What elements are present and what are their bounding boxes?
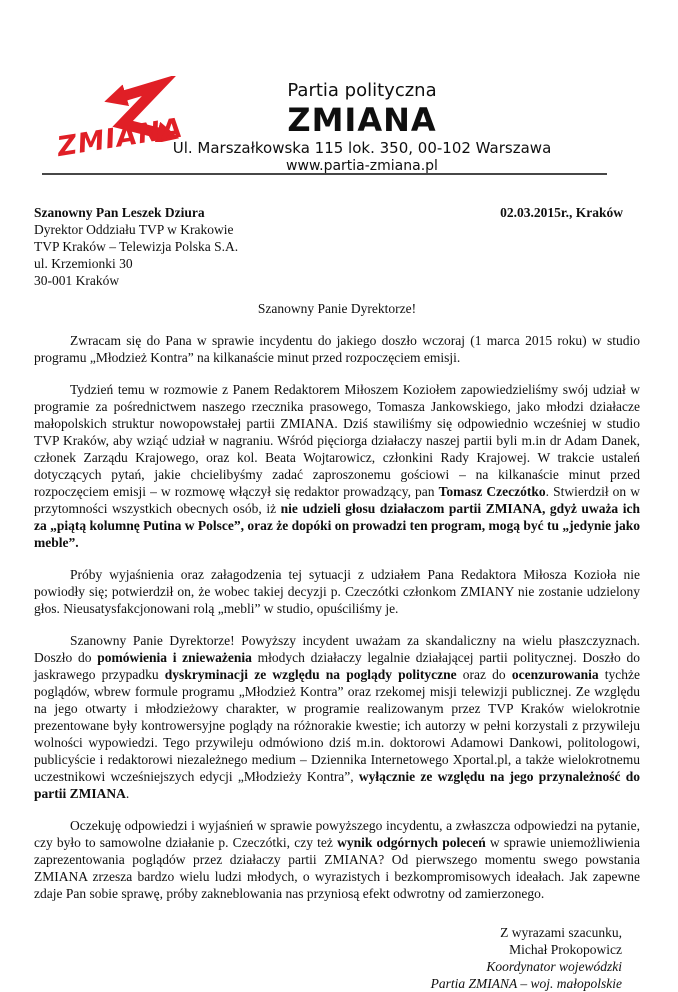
body-text: Próby wyjaśnienia oraz załagodzenia tej sytuacji z udziałem Pana Redaktora Miłosza Kozioła nie powiodły się; potwierdził on, że wobec takiej decyzji p. Czeczótki członkom ZMIANY nie zostanie udzielony głos. Nieusatysfakcjonowani rolą „mebli” w studio, opuściliśmy je. xyxy=(34,567,640,616)
closing-line: Koordynator wojewódzki xyxy=(486,959,622,974)
emphasized-text: Tomasz Czeczótko xyxy=(438,484,546,499)
party-name-title: ZMIANA xyxy=(287,101,437,139)
recipient-line: 30-001 Kraków xyxy=(34,273,120,288)
letterhead-divider xyxy=(42,173,607,175)
emphasized-text: wynik odgórnych poleceń xyxy=(337,835,486,850)
body-text: . xyxy=(125,786,130,801)
emphasized-text: ocenzurowania xyxy=(511,667,599,682)
letterhead-text xyxy=(46,80,678,175)
letter-paragraph xyxy=(34,332,640,366)
closing-line: Partia ZMIANA – woj. małopolskie xyxy=(430,976,622,991)
emphasized-text: nie udzieli głosu działaczom partii ZMIANA, gdyż uważa ich za „piątą kolumnę Putina w Polsce”, oraz że dopóki on prowadzi ten program, mogą być tu „jedynie jako meble”. xyxy=(34,501,640,550)
emphasized-text: wyłącznie ze względu na jego przynależność do partii ZMIANA xyxy=(34,769,640,801)
party-logo-word: ZMIANA xyxy=(55,112,186,163)
letter-paragraph xyxy=(34,381,640,551)
body-text: . Stwierdził on w przytomności wszystkich obecnych osób, iż xyxy=(34,484,640,516)
body-text: w sprawie uniemożliwienia zaprezentowania poglądów przez działaczy partii ZMIANA? Od pierwszego momentu swego powstania ZMIANA zrzesza bardzo wielu ludzi młodych, o wyrazistych i bezkompromisowych ideałach. Jak zapewne zdaje Pan sobie sprawę, próby zakneblowania nas przyniosą efekt odwrotny od zamierzonego. xyxy=(34,835,640,901)
emphasized-text: pomówienia i znieważenia xyxy=(97,650,252,665)
party-type-label: Partia polityczna xyxy=(287,80,437,101)
letter-paragraph xyxy=(34,566,640,617)
paragraphs-container xyxy=(34,332,640,902)
closing-line: Z wyrazami szacunku, xyxy=(500,925,622,940)
letterhead xyxy=(0,0,678,177)
body-text: Oczekuję odpowiedzi i wyjaśnień w sprawie powyższego incydentu, a zwłaszcza odpowiedzi na pytanie, czy było to samowolne działanie p. Czeczótki, czy też xyxy=(34,818,640,850)
closing-line: Michał Prokopowicz xyxy=(509,942,622,957)
body-text: Tydzień temu w rozmowie z Panem Redaktorem Miłoszem Koziołem zapowiedzieliśmy swój udział w programie za pośrednictwem naszego rzecznika prasowego, Tomasza Jankowskiego, jako młodzi działacze małopolskich struktur nowopowstałej partii ZMIANA. Dziś stawiliśmy się odpowiednio wcześniej w studio TVP Kraków, aby wziąć udział w nagraniu. Wśród pięciorga działaczy naszej partii byli m.in dr Adam Danek, członek Zarządu Krajowego, oraz kol. Beata Wojtarowicz, członkini Rady Krajowej. W trakcie ustaleń dotyczących pytań, jakie chcielibyśmy zadać zaproszonemu gościowi – na kilkanaście minut przed rozpoczęciem emisji – w rozmowę włączył się redaktor prowadzący, pan xyxy=(34,382,640,499)
letter-body xyxy=(0,177,678,992)
recipient-line: ul. Krzemionki 30 xyxy=(34,256,133,271)
salutation: Szanowny Panie Dyrektorze! xyxy=(257,301,417,316)
addressee-row xyxy=(34,204,640,289)
party-address: Ul. Marszałkowska 115 lok. 350, 00-102 Warszawa xyxy=(172,139,552,157)
body-text: Zwracam się do Pana w sprawie incydentu do jakiego doszło wczoraj (1 marca 2015 roku) w studio programu „Młodzież Kontra” na kilkanaście minut przed rozpoczęciem emisji. xyxy=(34,333,640,365)
recipient-line: Szanowny Pan Leszek Dziura xyxy=(34,205,205,220)
emphasized-text: dyskryminacji ze względu na poglądy polityczne xyxy=(164,667,457,682)
body-text: młodych działaczy legalnie działającej partii politycznej. Doszło do jaskrawego przypadku xyxy=(34,650,640,682)
body-text: tychże poglądów, wbrew formule programu „Młodzież Kontra” oraz rzekomej misji telewizji publicznej. Ze względu na jego otwarty i młodzieżowy charakter, w programie realizowanym przez TVP Kraków wielokrotnie prezentowane były kontrowersyjne poglądy na różnorakie kwestie; ich autorzy w pełni korzystali z przywileju wolności wypowiedzi. Tego przywileju odmówiono dziś m.in. doktorowi Adamowi Dankowi, politologowi, publicyście i redaktorowi niezależnego medium – Dziennika Internetowego Xportal.pl, a także wielokrotnemu uczestnikowi wcześniejszych edycji „Młodzieży Kontra”, xyxy=(34,667,640,784)
body-text: oraz do xyxy=(456,667,512,682)
recipient-line: TVP Kraków – Telewizja Polska S.A. xyxy=(34,239,239,254)
recipient-line: Dyrektor Oddziału TVP w Krakowie xyxy=(34,222,234,237)
letter-paragraph xyxy=(34,632,640,802)
letter-date: 02.03.2015r., Kraków xyxy=(500,205,623,220)
letter-paragraph xyxy=(34,817,640,902)
signature-block xyxy=(34,924,640,992)
body-text: Szanowny Panie Dyrektorze! Powyższy incydent uważam za skandaliczny na wielu płaszczyznach. Doszło do xyxy=(34,633,640,665)
party-website: www.partia-zmiana.pl xyxy=(286,158,438,174)
